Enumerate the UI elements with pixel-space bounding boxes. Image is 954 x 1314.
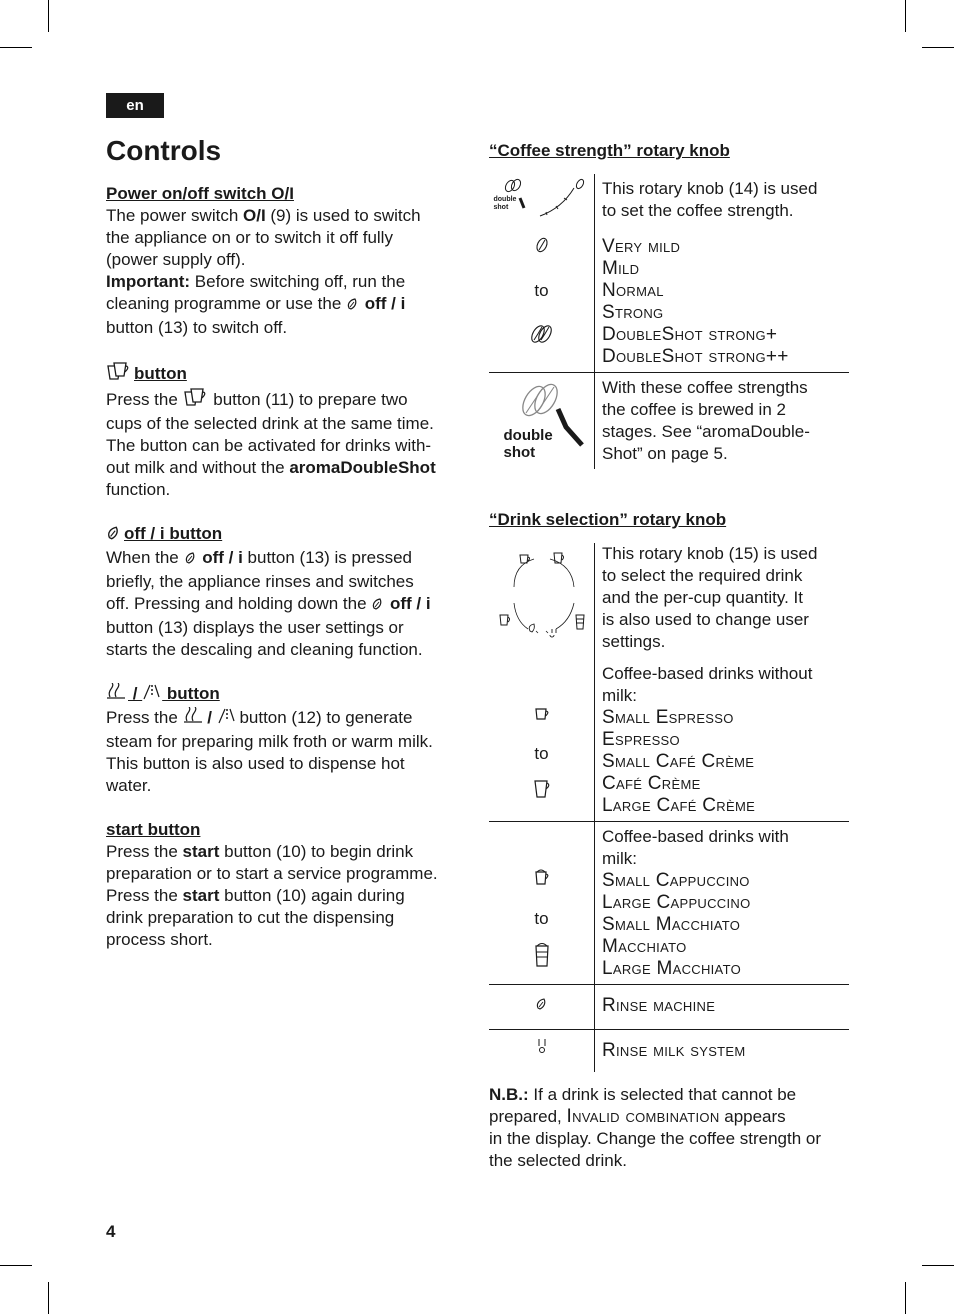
espresso-cup-icon xyxy=(533,705,551,727)
knob-shot-label: shot xyxy=(493,204,509,211)
text: If a drink is selected that cannot be xyxy=(528,1085,797,1104)
knob-double-label: double xyxy=(493,196,517,203)
steam-icon xyxy=(106,683,126,707)
strength-level: Mild xyxy=(602,258,640,279)
paragraph-line: function. xyxy=(106,480,171,499)
coffee-strength-heading: “Coffee strength” rotary knob xyxy=(489,141,730,160)
table-cell xyxy=(489,228,595,373)
table-row xyxy=(489,543,849,659)
paragraph-line xyxy=(106,547,468,571)
drink-item: Espresso xyxy=(602,729,680,750)
text: off. Pressing and holding down the xyxy=(106,594,372,613)
text-line: stages. See “aromaDouble- xyxy=(602,422,810,441)
double-cup-icon xyxy=(106,361,132,387)
table-row xyxy=(489,174,849,228)
double-label: double xyxy=(503,427,553,444)
text-line xyxy=(489,1084,849,1106)
icon-stack xyxy=(489,868,594,974)
heading-text: button xyxy=(162,684,220,703)
paragraph-line: drink preparation to cut the dispensing xyxy=(106,908,395,927)
table-cell xyxy=(489,373,595,470)
text: button (10) again during xyxy=(219,886,405,905)
crop-mark xyxy=(0,1265,32,1266)
to-label: to xyxy=(534,281,549,300)
drink-knob-icon xyxy=(492,545,592,645)
section-heading xyxy=(106,683,220,707)
separator: / xyxy=(202,708,217,727)
rinse-machine-icon xyxy=(535,996,549,1015)
text-line: settings. xyxy=(602,632,666,651)
text-line: and the per-cup quantity. It xyxy=(602,588,803,607)
text: appears xyxy=(719,1107,786,1126)
rinse-icon xyxy=(184,549,198,571)
cappuccino-cup-icon xyxy=(533,868,551,892)
text: Press the xyxy=(106,886,183,905)
strength-knob-icon xyxy=(492,178,592,222)
steam-section xyxy=(106,683,468,797)
text-line: milk: xyxy=(602,849,637,868)
table-cell xyxy=(595,373,850,470)
table-row xyxy=(489,659,849,822)
icon-stack xyxy=(489,236,594,352)
paragraph-line: steam for preparing milk froth or warm milk. xyxy=(106,732,433,751)
rinse-icon xyxy=(106,525,122,547)
text-line: to select the required drink xyxy=(602,566,803,585)
rinse-milk-label: Rinse milk system xyxy=(602,1040,746,1061)
drink-item: Small Cappuccino xyxy=(602,870,750,891)
text: Press the xyxy=(106,842,183,861)
strength-level: Very mild xyxy=(602,236,681,257)
shot-label: shot xyxy=(503,444,536,461)
table-row xyxy=(489,228,849,373)
table-cell xyxy=(489,543,595,659)
start-label: start xyxy=(182,886,220,905)
table-row xyxy=(489,373,849,470)
paragraph-line: water. xyxy=(106,776,152,795)
right-column xyxy=(489,140,849,1172)
separator: / xyxy=(128,684,143,703)
text-line: Coffee-based drinks with xyxy=(602,827,789,846)
paragraph-line: preparation or to start a service programme. xyxy=(106,864,438,883)
table-cell xyxy=(489,659,595,822)
double-bean-icon xyxy=(528,322,556,352)
aroma-double-shot-label: aromaDoubleShot xyxy=(289,458,436,477)
text-line: This rotary knob (15) is used xyxy=(602,544,818,563)
drink-selection-table xyxy=(489,543,849,1072)
double-shot-knob-icon xyxy=(492,379,592,469)
text: prepared, xyxy=(489,1107,567,1126)
nb-note xyxy=(489,1084,849,1172)
invalid-combination-message: Invalid combination xyxy=(566,1106,720,1127)
rinse-icon xyxy=(371,595,385,617)
text: button (10) to begin drink xyxy=(219,842,414,861)
drink-item: Large Café Crème xyxy=(602,795,756,816)
strength-level: Normal xyxy=(602,280,664,301)
text: The power switch xyxy=(106,206,243,225)
hot-water-icon xyxy=(217,707,235,731)
text: Before switching off, run the xyxy=(190,272,406,291)
language-tab: en xyxy=(106,93,164,118)
drink-item: Small Macchiato xyxy=(602,914,741,935)
section-heading xyxy=(106,523,222,547)
text: button (13) is pressed xyxy=(242,548,412,567)
table-row xyxy=(489,1030,849,1073)
double-cup-icon xyxy=(183,387,209,413)
paragraph-line xyxy=(106,707,468,731)
table-row xyxy=(489,822,849,985)
text: button (11) to prepare two xyxy=(208,390,408,409)
section-heading xyxy=(106,361,187,387)
text: (9) is used to switch xyxy=(265,206,421,225)
drink-item: Small Café Crème xyxy=(602,751,755,772)
text: Press the xyxy=(106,708,183,727)
paragraph-line xyxy=(106,293,468,317)
paragraph-line xyxy=(106,841,468,863)
double-cup-section xyxy=(106,361,468,501)
coffee-strength-table xyxy=(489,174,849,469)
table-cell xyxy=(489,1030,595,1073)
heading-text: button xyxy=(134,364,187,383)
paragraph-line xyxy=(106,387,468,413)
icon-stack xyxy=(489,705,594,805)
paragraph-line: This button is also used to dispense hot xyxy=(106,754,405,773)
rinse-icon xyxy=(346,295,360,317)
drink-item: Large Cappuccino xyxy=(602,892,751,913)
section-heading: start button xyxy=(106,820,201,839)
table-cell xyxy=(489,985,595,1030)
paragraph-line xyxy=(106,457,468,479)
table-cell xyxy=(595,228,850,373)
text-line: milk: xyxy=(602,686,637,705)
paragraph-line: cups of the selected drink at the same time. xyxy=(106,414,434,433)
table-row xyxy=(489,985,849,1030)
paragraph-line: the appliance on or to switch it off fully xyxy=(106,228,393,247)
text-line: Shot” on page 5. xyxy=(602,444,728,463)
crop-mark xyxy=(0,47,32,48)
table-cell xyxy=(595,659,850,822)
crop-mark xyxy=(905,0,906,32)
text: When the xyxy=(106,548,184,567)
hot-water-icon xyxy=(142,683,160,707)
text-line: This rotary knob (14) is used xyxy=(602,179,818,198)
off-i-label: off / i xyxy=(360,294,406,313)
text-line: With these coffee strengths xyxy=(602,378,808,397)
strength-level: DoubleShot strong++ xyxy=(602,346,789,367)
off-i-label: off / i xyxy=(197,548,243,567)
crop-mark xyxy=(905,1282,906,1314)
text-line: the coffee is brewed in 2 xyxy=(602,400,786,419)
text-line: is also used to change user xyxy=(602,610,809,629)
paragraph-line: process short. xyxy=(106,930,213,949)
heading-text: off / i button xyxy=(124,524,223,543)
single-bean-icon xyxy=(534,236,550,260)
table-cell xyxy=(595,985,850,1030)
paragraph-line: button (13) displays the user settings or xyxy=(106,618,404,637)
text: out milk and without the xyxy=(106,458,290,477)
page-title: Controls xyxy=(106,135,222,166)
table-cell xyxy=(595,543,850,659)
paragraph-line xyxy=(106,593,468,617)
text: cleaning programme or use the xyxy=(106,294,347,313)
left-column xyxy=(106,183,468,973)
off-i-label: off / i xyxy=(385,594,431,613)
page-number: 4 xyxy=(106,1222,116,1241)
rinse-milk-icon xyxy=(536,1039,548,1058)
strength-level: Strong xyxy=(602,302,664,323)
start-section xyxy=(106,819,468,951)
crop-mark xyxy=(922,47,954,48)
paragraph-line: The button can be activated for drinks with- xyxy=(106,436,432,455)
power-switch-section xyxy=(106,183,468,339)
text-line: to set the coffee strength. xyxy=(602,201,794,220)
rinse-machine-label: Rinse machine xyxy=(602,995,716,1016)
text-line: the selected drink. xyxy=(489,1151,627,1170)
steam-icon xyxy=(183,707,203,731)
paragraph-line: starts the descaling and cleaning function. xyxy=(106,640,423,659)
table-cell xyxy=(595,1030,850,1073)
macchiato-glass-icon xyxy=(533,942,551,974)
table-cell xyxy=(489,822,595,985)
power-symbol: O/I xyxy=(243,206,266,225)
paragraph-line xyxy=(106,205,468,227)
paragraph-line: (power supply off). xyxy=(106,250,246,269)
text-line xyxy=(489,1106,849,1128)
drink-item: Large Macchiato xyxy=(602,958,741,979)
off-i-section xyxy=(106,523,468,661)
text: Press the xyxy=(106,390,183,409)
paragraph-line xyxy=(106,271,468,293)
large-cup-icon xyxy=(532,779,552,805)
text: button (12) to generate xyxy=(234,708,413,727)
crop-mark xyxy=(922,1265,954,1266)
crop-mark xyxy=(48,0,49,32)
paragraph-line: briefly, the appliance rinses and switches xyxy=(106,572,414,591)
paragraph-line: button (13) to switch off. xyxy=(106,318,288,337)
drink-item: Macchiato xyxy=(602,936,687,957)
drink-item: Small Espresso xyxy=(602,707,734,728)
text-line: Coffee-based drinks without xyxy=(602,664,813,683)
important-label: Important: xyxy=(106,272,191,291)
table-cell xyxy=(595,822,850,985)
start-label: start xyxy=(182,842,220,861)
table-cell xyxy=(489,174,595,228)
paragraph-line xyxy=(106,885,468,907)
to-label: to xyxy=(534,744,549,763)
drink-selection-heading: “Drink selection” rotary knob xyxy=(489,510,727,529)
table-cell xyxy=(595,174,850,228)
crop-mark xyxy=(48,1282,49,1314)
strength-level: DoubleShot strong+ xyxy=(602,324,778,345)
text-line: in the display. Change the coffee strength or xyxy=(489,1129,822,1148)
drink-item: Café Crème xyxy=(602,773,701,794)
to-label: to xyxy=(534,909,549,928)
nb-label: N.B.: xyxy=(489,1085,529,1104)
section-heading: Power on/off switch O/I xyxy=(106,184,294,203)
